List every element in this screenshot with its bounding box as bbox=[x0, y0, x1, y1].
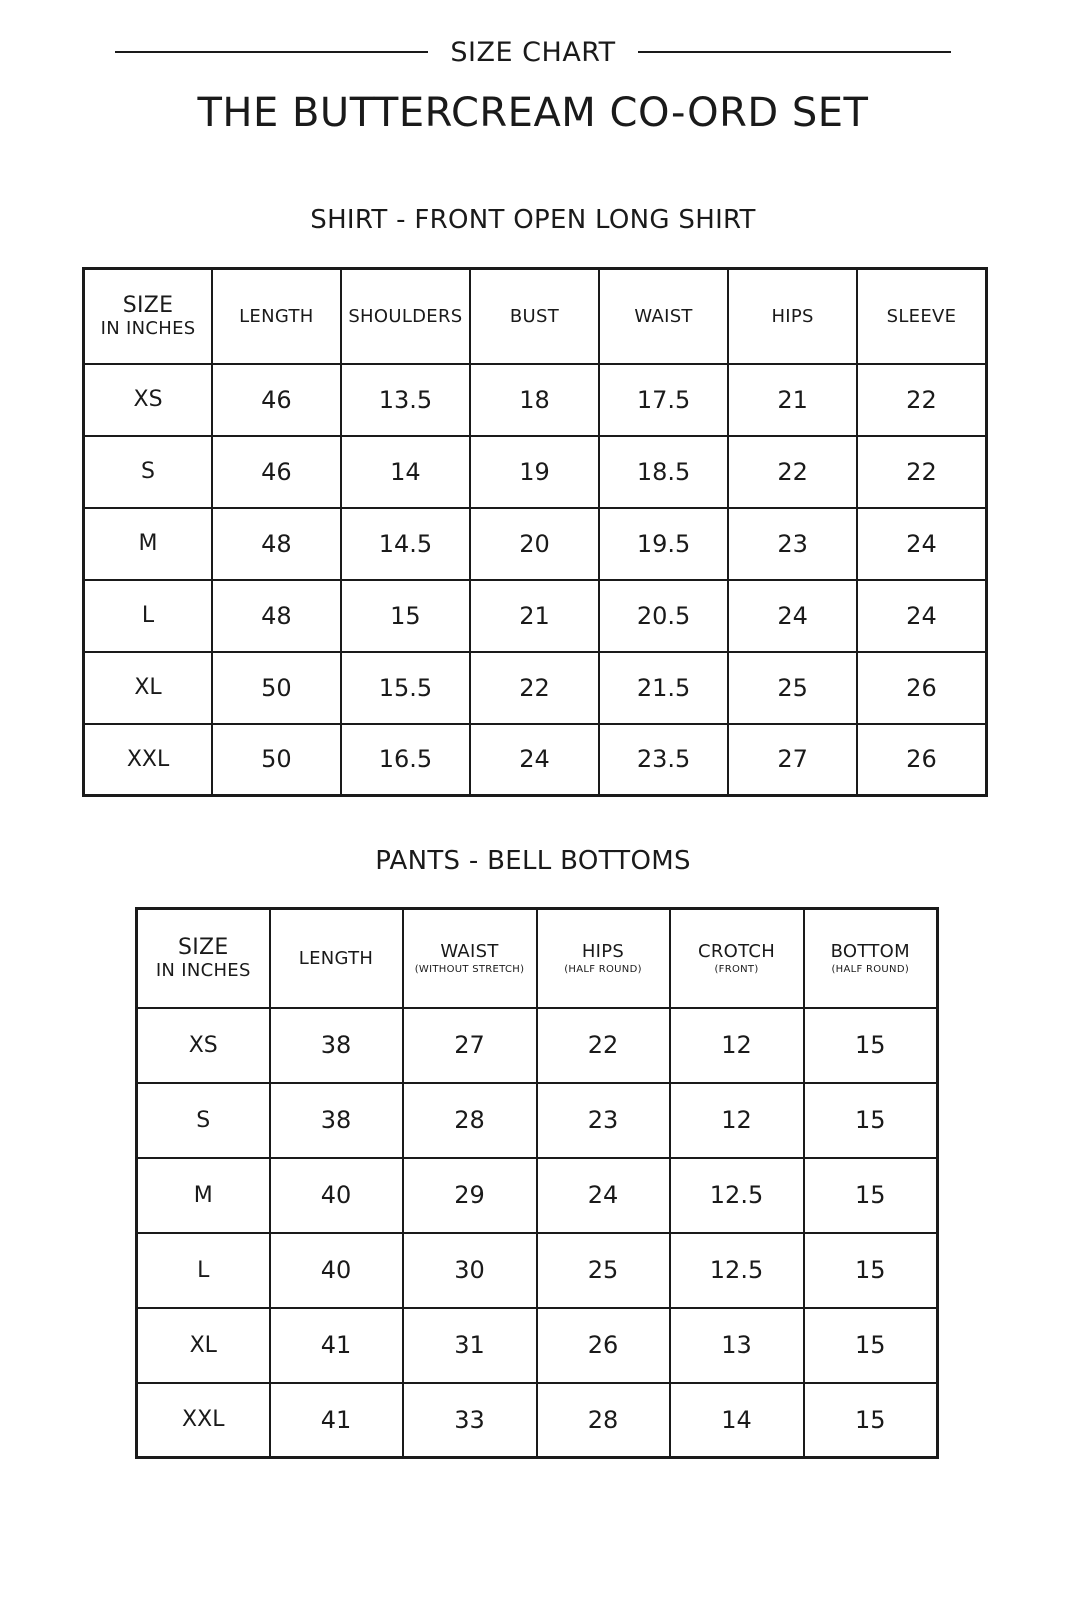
value-cell: 14 bbox=[341, 436, 471, 508]
value-cell: 15 bbox=[804, 1383, 938, 1458]
value-cell: 14.5 bbox=[341, 508, 471, 580]
size-cell: M bbox=[84, 508, 213, 580]
value-cell: 41 bbox=[270, 1308, 403, 1383]
table-row bbox=[84, 652, 987, 724]
value-cell: 23.5 bbox=[599, 724, 729, 796]
value-cell: 18 bbox=[470, 364, 599, 436]
shirt-section-title: SHIRT - FRONT OPEN LONG SHIRT bbox=[310, 205, 756, 235]
size-cell: S bbox=[84, 436, 213, 508]
table-row bbox=[84, 508, 987, 580]
size-chart-label: SIZE CHART bbox=[450, 36, 616, 68]
pants-column-header bbox=[403, 909, 537, 1008]
column-label: WAIST bbox=[440, 941, 499, 963]
size-cell: XS bbox=[84, 364, 213, 436]
column-sublabel: (HALF ROUND) bbox=[831, 964, 910, 976]
value-cell: 15 bbox=[341, 580, 471, 652]
value-cell: 15.5 bbox=[341, 652, 471, 724]
page-title: THE BUTTERCREAM CO-ORD SET bbox=[197, 90, 869, 136]
value-cell: 15 bbox=[804, 1308, 938, 1383]
value-cell: 24 bbox=[857, 580, 987, 652]
value-cell: 12 bbox=[670, 1008, 804, 1083]
column-sublabel: (HALF ROUND) bbox=[564, 964, 642, 976]
size-cell: XL bbox=[84, 652, 213, 724]
table-row bbox=[137, 1308, 938, 1383]
value-cell: 50 bbox=[212, 724, 341, 796]
value-cell: 40 bbox=[270, 1158, 403, 1233]
value-cell: 18.5 bbox=[599, 436, 729, 508]
pants-column-header bbox=[804, 909, 938, 1008]
size-cell: XXL bbox=[137, 1383, 270, 1458]
value-cell: 23 bbox=[537, 1083, 670, 1158]
value-cell: 46 bbox=[212, 436, 341, 508]
value-cell: 25 bbox=[728, 652, 857, 724]
table-row bbox=[84, 724, 987, 796]
pants-size-header bbox=[137, 909, 270, 1008]
value-cell: 20 bbox=[470, 508, 599, 580]
value-cell: 22 bbox=[537, 1008, 670, 1083]
value-cell: 48 bbox=[212, 508, 341, 580]
left-rule bbox=[115, 51, 428, 53]
table-row bbox=[137, 1383, 938, 1458]
size-cell: S bbox=[137, 1083, 270, 1158]
table-row bbox=[84, 364, 987, 436]
value-cell: 15 bbox=[804, 1158, 938, 1233]
value-cell: 25 bbox=[537, 1233, 670, 1308]
value-cell: 22 bbox=[728, 436, 857, 508]
column-label: BOTTOM bbox=[830, 941, 910, 963]
value-cell: 22 bbox=[857, 364, 987, 436]
value-cell: 38 bbox=[270, 1083, 403, 1158]
pants-header-row bbox=[137, 909, 938, 1008]
value-cell: 46 bbox=[212, 364, 341, 436]
shirt-size-table bbox=[82, 267, 988, 797]
shirt-column-header: HIPS bbox=[728, 269, 857, 364]
value-cell: 27 bbox=[728, 724, 857, 796]
value-cell: 27 bbox=[403, 1008, 537, 1083]
table-row bbox=[84, 580, 987, 652]
header-row bbox=[115, 30, 951, 74]
value-cell: 15 bbox=[804, 1008, 938, 1083]
value-cell: 24 bbox=[537, 1158, 670, 1233]
value-cell: 17.5 bbox=[599, 364, 729, 436]
size-cell: XXL bbox=[84, 724, 213, 796]
value-cell: 21.5 bbox=[599, 652, 729, 724]
value-cell: 26 bbox=[857, 724, 987, 796]
table-row bbox=[137, 1233, 938, 1308]
value-cell: 21 bbox=[728, 364, 857, 436]
value-cell: 22 bbox=[470, 652, 599, 724]
pants-column-header bbox=[270, 909, 403, 1008]
value-cell: 40 bbox=[270, 1233, 403, 1308]
table-row bbox=[137, 1158, 938, 1233]
value-cell: 30 bbox=[403, 1233, 537, 1308]
size-header-label: SIZE bbox=[177, 935, 229, 961]
value-cell: 29 bbox=[403, 1158, 537, 1233]
shirt-column-header: WAIST bbox=[599, 269, 729, 364]
value-cell: 23 bbox=[728, 508, 857, 580]
size-cell: L bbox=[84, 580, 213, 652]
column-sublabel: (FRONT) bbox=[714, 964, 759, 976]
value-cell: 50 bbox=[212, 652, 341, 724]
value-cell: 12.5 bbox=[670, 1158, 804, 1233]
value-cell: 48 bbox=[212, 580, 341, 652]
size-cell: L bbox=[137, 1233, 270, 1308]
value-cell: 26 bbox=[857, 652, 987, 724]
value-cell: 15 bbox=[804, 1233, 938, 1308]
value-cell: 28 bbox=[403, 1083, 537, 1158]
size-header-sublabel: IN INCHES bbox=[100, 318, 196, 340]
column-label: CROTCH bbox=[697, 941, 776, 963]
value-cell: 28 bbox=[537, 1383, 670, 1458]
value-cell: 33 bbox=[403, 1383, 537, 1458]
pants-column-header bbox=[537, 909, 670, 1008]
value-cell: 21 bbox=[470, 580, 599, 652]
shirt-column-header: SHOULDERS bbox=[341, 269, 471, 364]
value-cell: 19 bbox=[470, 436, 599, 508]
size-cell: M bbox=[137, 1158, 270, 1233]
shirt-column-header: LENGTH bbox=[212, 269, 341, 364]
value-cell: 38 bbox=[270, 1008, 403, 1083]
value-cell: 41 bbox=[270, 1383, 403, 1458]
value-cell: 24 bbox=[728, 580, 857, 652]
shirt-size-header bbox=[84, 269, 213, 364]
value-cell: 12 bbox=[670, 1083, 804, 1158]
size-header-label: SIZE bbox=[122, 293, 174, 319]
value-cell: 24 bbox=[857, 508, 987, 580]
shirt-column-header: SLEEVE bbox=[857, 269, 987, 364]
column-label: HIPS bbox=[581, 941, 625, 963]
table-row bbox=[137, 1083, 938, 1158]
value-cell: 12.5 bbox=[670, 1233, 804, 1308]
value-cell: 20.5 bbox=[599, 580, 729, 652]
column-label: LENGTH bbox=[298, 947, 374, 969]
table-row bbox=[137, 1008, 938, 1083]
value-cell: 26 bbox=[537, 1308, 670, 1383]
value-cell: 13.5 bbox=[341, 364, 471, 436]
value-cell: 24 bbox=[470, 724, 599, 796]
value-cell: 22 bbox=[857, 436, 987, 508]
value-cell: 16.5 bbox=[341, 724, 471, 796]
shirt-header-row bbox=[84, 269, 987, 364]
right-rule bbox=[638, 51, 951, 53]
shirt-column-header: BUST bbox=[470, 269, 599, 364]
value-cell: 31 bbox=[403, 1308, 537, 1383]
pants-section-title: PANTS - BELL BOTTOMS bbox=[375, 846, 691, 876]
pants-size-table bbox=[135, 907, 939, 1459]
column-sublabel: (WITHOUT STRETCH) bbox=[414, 964, 525, 976]
size-header-sublabel: IN INCHES bbox=[155, 960, 251, 982]
value-cell: 14 bbox=[670, 1383, 804, 1458]
table-row bbox=[84, 436, 987, 508]
value-cell: 15 bbox=[804, 1083, 938, 1158]
value-cell: 19.5 bbox=[599, 508, 729, 580]
pants-column-header bbox=[670, 909, 804, 1008]
size-cell: XS bbox=[137, 1008, 270, 1083]
size-cell: XL bbox=[137, 1308, 270, 1383]
value-cell: 13 bbox=[670, 1308, 804, 1383]
